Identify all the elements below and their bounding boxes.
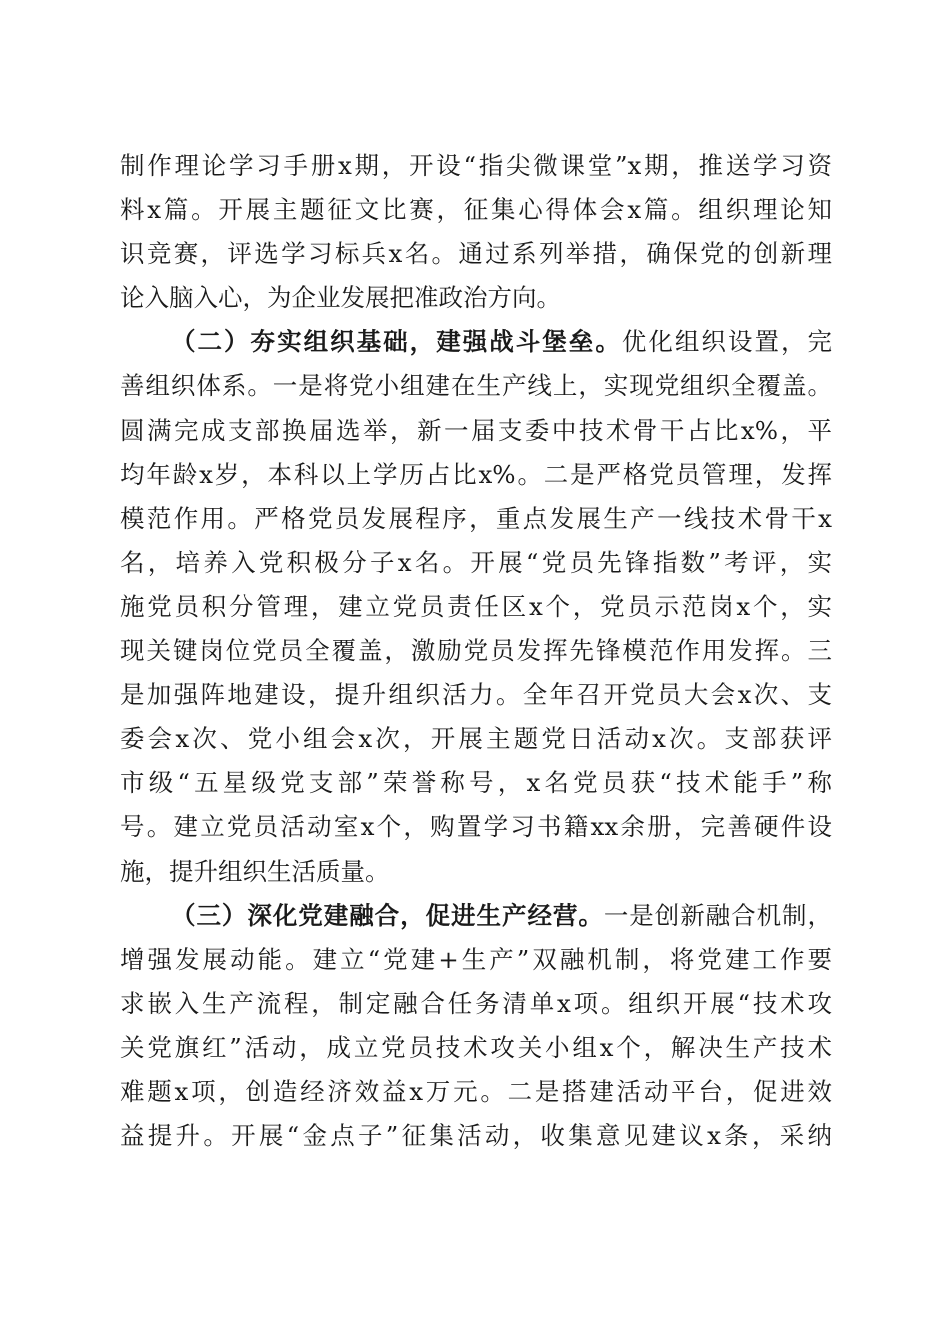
section-heading: （三）深化党建融合，促进生产经营。: [171, 900, 604, 930]
text-line: 求嵌入生产流程，制定融合任务清单x项。组织开展“技术攻: [120, 988, 832, 1018]
text-line: 增强发展动能。建立“党建+生产”双融机制，将党建工作要: [120, 944, 832, 974]
text-line: 施，提升组织生活质量。: [120, 856, 390, 886]
section-heading: （二）夯实组织基础，建强战斗堡垒。: [171, 327, 622, 357]
text-line: 模范作用。严格党员发展程序，重点发展生产一线技术骨干x: [120, 503, 832, 533]
text-run: 一是创新融合机制，: [603, 900, 832, 930]
text-line: 制作理论学习手册x期，开设“指尖微课堂”x期，推送学习资: [120, 151, 832, 180]
text-line: 益提升。开展“金点子”征集活动，收集意见建议x条，采纳: [120, 1121, 832, 1151]
text-line: 料x篇。开展主题征文比赛，征集心得体会x篇。组织理论知: [120, 195, 832, 225]
text-line: 识竞赛，评选学习标兵x名。通过系列举措，确保党的创新理: [120, 239, 832, 269]
text-line: 现关键岗位党员全覆盖，激励党员发挥先锋模范作用发挥。三: [120, 636, 832, 666]
text-line: 圆满完成支部换届选举，新一届支委中技术骨干占比x%，平: [120, 415, 832, 445]
text-line: 施党员积分管理，建立党员责任区x个，党员示范岗x个，实: [120, 591, 832, 621]
text-line: 关党旗红”活动，成立党员技术攻关小组x个，解决生产技术: [120, 1032, 832, 1062]
section-first-line: [120, 322, 832, 362]
text-line: 委会x次、党小组会x次，开展主题党日活动x次。支部获评: [120, 724, 832, 754]
text-line: 论入脑入心，为企业发展把准政治方向。: [120, 283, 561, 313]
text-line: 市级“五星级党支部”荣誉称号，x名党员获“技术能手”称: [120, 768, 832, 798]
text-line: 难题x项，创造经济效益x万元。二是搭建活动平台，促进效: [120, 1076, 832, 1106]
text-line: 号。建立党员活动室x个，购置学习书籍xx余册，完善硬件设: [120, 812, 832, 842]
text-line: 是加强阵地建设，提升组织活力。全年召开党员大会x次、支: [120, 680, 832, 710]
section-first-line: [120, 896, 832, 936]
document-body: [120, 146, 832, 1160]
text-line: 善组织体系。一是将党小组建在生产线上，实现党组织全覆盖。: [120, 371, 832, 401]
text-line: 名，培养入党积极分子x名。开展“党员先锋指数”考评，实: [120, 547, 832, 577]
text-line: 均年龄x岁，本科以上学历占比x%。二是严格党员管理，发挥: [120, 459, 832, 489]
text-run: 优化组织设置，完: [621, 327, 832, 357]
